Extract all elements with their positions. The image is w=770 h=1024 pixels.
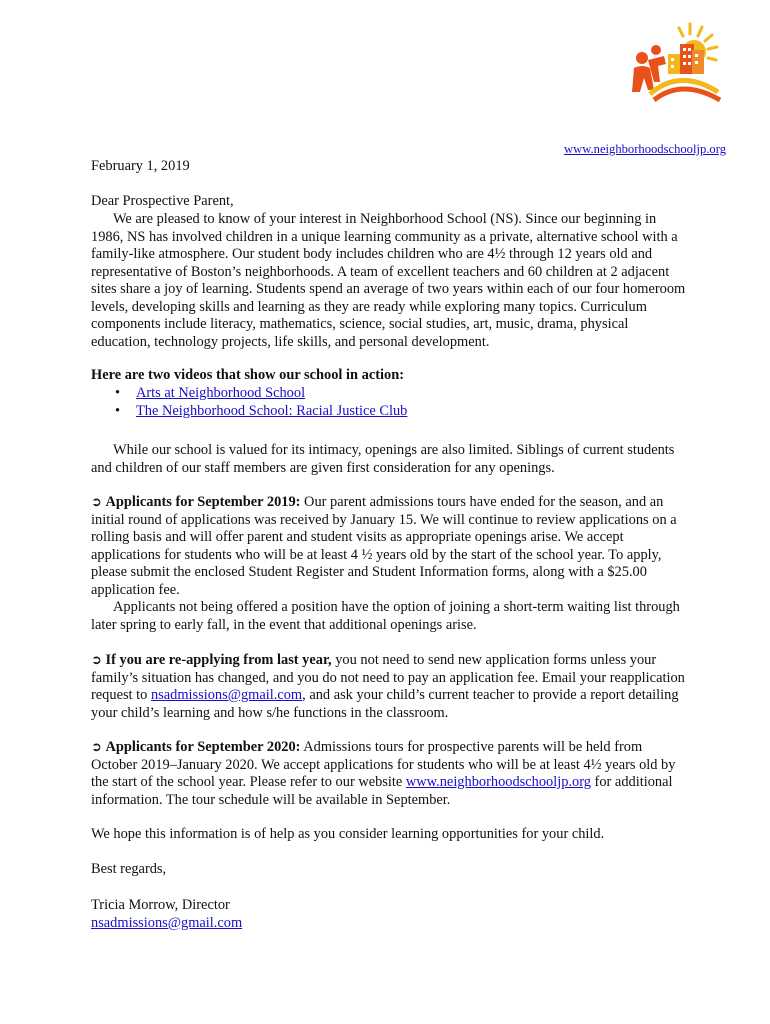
list-item — [91, 403, 686, 421]
header-website-link[interactable] — [430, 142, 726, 157]
signer-name: Tricia Morrow, Director — [91, 897, 230, 913]
video-link-arts[interactable]: Arts at Neighborhood School — [136, 385, 306, 401]
list-item — [91, 385, 686, 403]
video-link-racial-justice[interactable]: The Neighborhood School: Racial Justice Club — [136, 402, 408, 419]
reapply-email-link[interactable]: nsadmissions@gmail.com — [150, 687, 303, 703]
signer-email-link[interactable]: nsadmissions@gmail.com — [91, 914, 243, 931]
section-2020-heading: Applicants for September 2020: — [105, 739, 301, 755]
school-logo-icon — [628, 20, 724, 102]
header-website-text[interactable]: www.neighborhoodschooljp.org — [564, 142, 726, 156]
letter-date: February 1, 2019 — [91, 158, 190, 174]
intro-paragraph: We are pleased to know of your interest in Neighborhood School (NS). Since our beginning in 1986, NS has involved children in a unique learning community as a private, alternative school with a family-like atmosphere. Our student body includes children who are 4½ through 12 years old and representative of Boston’s neighborhoods. A team of excellent teachers and 60 children at 2 adjacent sites share a joy of learning. Students spend an average of two years within each of our four homeroom levels, developing skills and learning as they are ready while exploring many topics. Curriculum components include literacy, mathematics, science, social studies, art, music, drama, physical education, technology projects, life skills, and personal development. — [91, 211, 686, 350]
section-reapply — [91, 652, 686, 722]
video-list — [91, 385, 686, 420]
section-2019-heading: Applicants for September 2019: — [105, 494, 301, 510]
section-2020-text-b: for additional information. The tour schedule will be available in September. — [91, 774, 673, 808]
arrow-icon: ➲ — [91, 740, 102, 755]
website-link[interactable]: www.neighborhoodschooljp.org — [405, 774, 591, 790]
waitlist-paragraph: Applicants not being offered a position have the option of joining a short-term waiting list through later spring to early fall, in the event that additional openings arise. — [91, 599, 680, 633]
section-2020-text-a: Admissions tours for prospective parents will be held from October 2019–January 2020. We accept applications for students who will be at least 4½ years old by the start of the school year. Please refer to our website — [91, 739, 676, 790]
section-2019-text: Our parent admissions tours have ended for the season, and an initial round of applications was received by January 15. We will continue to review applications on a rolling basis and will offer parent and student visits as appropriate openings arise. We accept applications for students who will be at least 4 ½ years old by the start of the school year. To apply, please submit the enclosed Student Register and Student Information forms, along with a $25.00 application fee. — [91, 494, 677, 598]
bullet-icon: • — [115, 385, 121, 401]
videos-heading: Here are two videos that show our school in action: — [91, 367, 404, 383]
arrow-icon: ➲ — [91, 495, 102, 510]
section-reapply-heading: If you are re-applying from last year, — [105, 652, 332, 668]
closing-line: We hope this information is of help as you consider learning opportunities for your child. — [91, 826, 605, 842]
signature-block — [91, 897, 686, 932]
arrow-icon: ➲ — [91, 653, 102, 668]
section-reapply-text-a: you not need to send new application forms unless your family’s situation has changed, and you do not need to pay an application fee. Email your reapplication request to — [91, 652, 685, 703]
salutation: Dear Prospective Parent, — [91, 193, 234, 209]
sign-off: Best regards, — [91, 861, 167, 877]
section-2019 — [91, 494, 686, 599]
section-2020 — [91, 739, 686, 809]
section-reapply-text-b: , and ask your child’s current teacher to provide a report detailing your child’s learning and how s/he functions in the classroom. — [91, 687, 679, 721]
openings-paragraph: While our school is valued for its intimacy, openings are also limited. Siblings of current students and children of our staff members are given first consideration for any openings. — [91, 442, 675, 476]
bullet-icon: • — [115, 402, 121, 419]
